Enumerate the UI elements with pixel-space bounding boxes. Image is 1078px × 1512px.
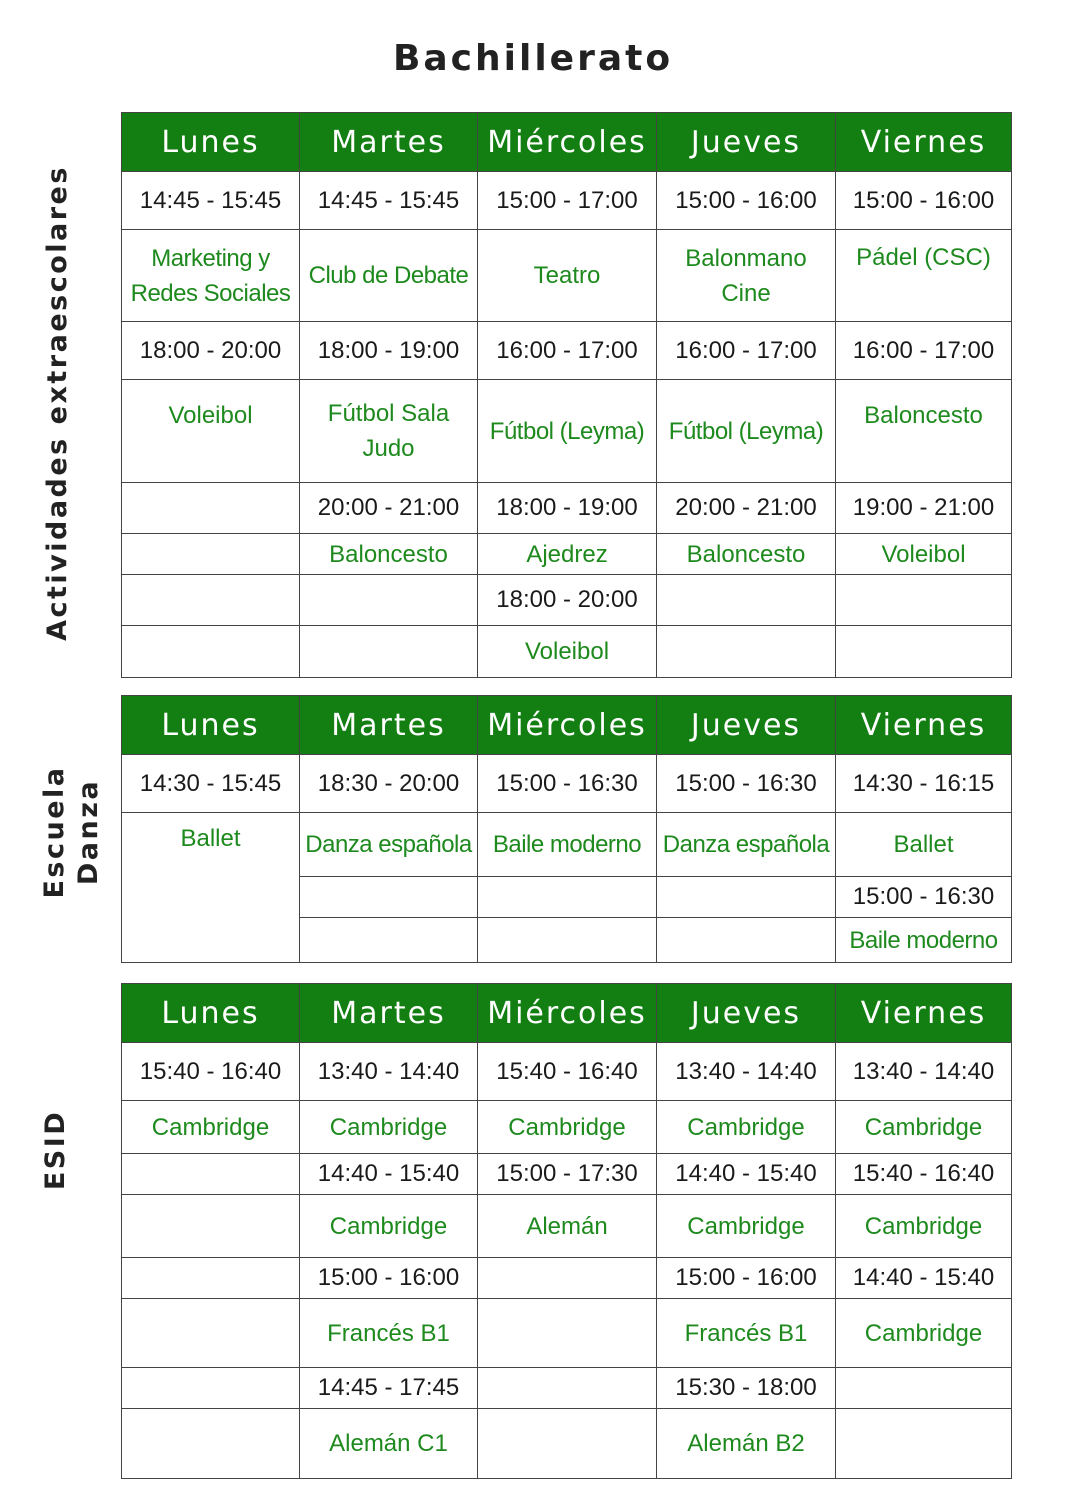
time-cell bbox=[478, 1258, 657, 1299]
time-cell: 15:40 - 16:40 bbox=[478, 1043, 657, 1101]
day-header-martes: Martes bbox=[300, 696, 478, 755]
activity-cell bbox=[300, 918, 478, 963]
activity-cell: Cambridge bbox=[836, 1299, 1012, 1368]
day-header-jueves: Jueves bbox=[657, 984, 836, 1043]
activity-cell bbox=[300, 626, 478, 678]
day-header-lunes: Lunes bbox=[122, 696, 300, 755]
table-row bbox=[122, 1195, 1012, 1258]
time-cell: 14:45 - 15:45 bbox=[300, 172, 478, 230]
activity-cell bbox=[836, 1409, 1012, 1479]
activity-cell bbox=[657, 918, 836, 963]
time-cell: 14:30 - 16:15 bbox=[836, 755, 1012, 813]
time-cell: 15:40 - 16:40 bbox=[836, 1154, 1012, 1195]
time-cell: 14:40 - 15:40 bbox=[657, 1154, 836, 1195]
day-header-martes: Martes bbox=[300, 984, 478, 1043]
table-row bbox=[122, 626, 1012, 678]
time-cell bbox=[478, 877, 657, 918]
activity-cell: Cambridge bbox=[836, 1195, 1012, 1258]
activity-cell: Danza española bbox=[657, 813, 836, 877]
activity-cell: Cambridge bbox=[300, 1195, 478, 1258]
table-row bbox=[122, 1154, 1012, 1195]
time-cell: 19:00 - 21:00 bbox=[836, 483, 1012, 534]
activity-cell: Cambridge bbox=[122, 1101, 300, 1154]
time-cell: 13:40 - 14:40 bbox=[836, 1043, 1012, 1101]
time-cell bbox=[122, 1368, 300, 1409]
table-header-row bbox=[122, 984, 1012, 1043]
section-label-escuela-danza: Escuela Danza bbox=[39, 765, 104, 899]
time-cell: 16:00 - 17:00 bbox=[657, 322, 836, 380]
time-cell bbox=[478, 1368, 657, 1409]
time-cell: 15:00 - 16:00 bbox=[657, 172, 836, 230]
table-row bbox=[122, 755, 1012, 813]
table-row bbox=[122, 483, 1012, 534]
esid-table bbox=[121, 983, 1012, 1479]
activity-cell: Francés B1 bbox=[300, 1299, 478, 1368]
table-row bbox=[122, 1299, 1012, 1368]
time-cell: 15:00 - 17:30 bbox=[478, 1154, 657, 1195]
activity-cell: Voleibol bbox=[478, 626, 657, 678]
activity-cell: Baloncesto bbox=[657, 534, 836, 575]
table-header-row bbox=[122, 113, 1012, 172]
time-cell bbox=[657, 575, 836, 626]
activity-cell: Voleibol bbox=[122, 380, 300, 483]
time-cell: 14:40 - 15:40 bbox=[300, 1154, 478, 1195]
activity-cell: Cambridge bbox=[836, 1101, 1012, 1154]
section-label-esid: ESID bbox=[40, 1109, 71, 1191]
day-header-viernes: Viernes bbox=[836, 113, 1012, 172]
time-cell: 18:00 - 20:00 bbox=[478, 575, 657, 626]
day-header-jueves: Jueves bbox=[657, 113, 836, 172]
table-row bbox=[122, 1043, 1012, 1101]
activity-cell: Baile moderno bbox=[836, 918, 1012, 963]
activity-cell: Marketing y Redes Sociales bbox=[122, 230, 300, 322]
time-cell: 13:40 - 14:40 bbox=[300, 1043, 478, 1101]
table-row bbox=[122, 1409, 1012, 1479]
time-cell: 15:00 - 16:30 bbox=[836, 877, 1012, 918]
time-cell: 18:00 - 19:00 bbox=[300, 322, 478, 380]
time-cell: 15:00 - 17:00 bbox=[478, 172, 657, 230]
time-cell: 16:00 - 17:00 bbox=[478, 322, 657, 380]
activity-cell bbox=[122, 1299, 300, 1368]
time-cell: 15:30 - 18:00 bbox=[657, 1368, 836, 1409]
day-header-viernes: Viernes bbox=[836, 984, 1012, 1043]
activity-cell: Teatro bbox=[478, 230, 657, 322]
activity-cell: Baile moderno bbox=[478, 813, 657, 877]
activity-cell: Cambridge bbox=[478, 1101, 657, 1154]
activity-cell: Alemán C1 bbox=[300, 1409, 478, 1479]
time-cell bbox=[836, 1368, 1012, 1409]
table-row bbox=[122, 1101, 1012, 1154]
activity-cell: Ballet bbox=[836, 813, 1012, 877]
activity-cell bbox=[122, 534, 300, 575]
table-row bbox=[122, 575, 1012, 626]
time-cell: 16:00 - 17:00 bbox=[836, 322, 1012, 380]
time-cell bbox=[122, 1154, 300, 1195]
table-row bbox=[122, 534, 1012, 575]
activity-cell: Fútbol (Leyma) bbox=[478, 380, 657, 483]
day-header-miercoles: Miércoles bbox=[478, 113, 657, 172]
extraescolares-table bbox=[121, 112, 1012, 678]
activity-cell bbox=[122, 1409, 300, 1479]
activity-cell: Voleibol bbox=[836, 534, 1012, 575]
activity-cell: Baloncesto bbox=[836, 380, 1012, 483]
activity-cell bbox=[122, 626, 300, 678]
activity-cell: Ballet bbox=[122, 813, 300, 963]
activity-cell: Cambridge bbox=[300, 1101, 478, 1154]
time-cell: 20:00 - 21:00 bbox=[300, 483, 478, 534]
time-cell: 13:40 - 14:40 bbox=[657, 1043, 836, 1101]
table-row bbox=[122, 813, 1012, 877]
activity-cell: Cambridge bbox=[657, 1101, 836, 1154]
activity-cell: Alemán bbox=[478, 1195, 657, 1258]
activity-cell: Pádel (CSC) bbox=[836, 230, 1012, 322]
activity-cell: Cambridge bbox=[657, 1195, 836, 1258]
time-cell bbox=[122, 575, 300, 626]
day-header-jueves: Jueves bbox=[657, 696, 836, 755]
time-cell: 15:40 - 16:40 bbox=[122, 1043, 300, 1101]
table-row bbox=[122, 322, 1012, 380]
time-cell: 18:00 - 20:00 bbox=[122, 322, 300, 380]
activity-cell bbox=[478, 1299, 657, 1368]
activity-cell: Balonmano Cine bbox=[657, 230, 836, 322]
day-header-lunes: Lunes bbox=[122, 113, 300, 172]
time-cell: 14:45 - 15:45 bbox=[122, 172, 300, 230]
day-header-lunes: Lunes bbox=[122, 984, 300, 1043]
activity-cell: Club de Debate bbox=[300, 230, 478, 322]
time-cell: 14:40 - 15:40 bbox=[836, 1258, 1012, 1299]
time-cell: 15:00 - 16:00 bbox=[657, 1258, 836, 1299]
time-cell: 15:00 - 16:00 bbox=[300, 1258, 478, 1299]
section-label-extraescolares: Actividades extraescolares bbox=[42, 165, 73, 641]
time-cell: 15:00 - 16:30 bbox=[657, 755, 836, 813]
activity-cell bbox=[478, 918, 657, 963]
time-cell: 15:00 - 16:00 bbox=[836, 172, 1012, 230]
table-row bbox=[122, 1258, 1012, 1299]
time-cell bbox=[300, 575, 478, 626]
page-title: Bachillerato bbox=[392, 38, 674, 79]
time-cell: 14:45 - 17:45 bbox=[300, 1368, 478, 1409]
time-cell bbox=[300, 877, 478, 918]
time-cell bbox=[836, 575, 1012, 626]
table-row bbox=[122, 380, 1012, 483]
time-cell: 18:00 - 19:00 bbox=[478, 483, 657, 534]
day-header-viernes: Viernes bbox=[836, 696, 1012, 755]
activity-cell bbox=[836, 626, 1012, 678]
activity-cell: Francés B1 bbox=[657, 1299, 836, 1368]
day-header-miercoles: Miércoles bbox=[478, 984, 657, 1043]
activity-cell: Alemán B2 bbox=[657, 1409, 836, 1479]
activity-cell bbox=[657, 626, 836, 678]
activity-cell: Danza española bbox=[300, 813, 478, 877]
activity-cell: Baloncesto bbox=[300, 534, 478, 575]
activity-cell: Fútbol (Leyma) bbox=[657, 380, 836, 483]
time-cell bbox=[657, 877, 836, 918]
day-header-miercoles: Miércoles bbox=[478, 696, 657, 755]
time-cell: 18:30 - 20:00 bbox=[300, 755, 478, 813]
activity-cell bbox=[478, 1409, 657, 1479]
activity-cell: Fútbol Sala Judo bbox=[300, 380, 478, 483]
time-cell: 15:00 - 16:30 bbox=[478, 755, 657, 813]
table-header-row bbox=[122, 696, 1012, 755]
time-cell: 20:00 - 21:00 bbox=[657, 483, 836, 534]
table-row bbox=[122, 230, 1012, 322]
day-header-martes: Martes bbox=[300, 113, 478, 172]
table-row bbox=[122, 1368, 1012, 1409]
time-cell: 14:30 - 15:45 bbox=[122, 755, 300, 813]
table-row bbox=[122, 172, 1012, 230]
time-cell bbox=[122, 483, 300, 534]
escuela-danza-table bbox=[121, 695, 1012, 963]
activity-cell bbox=[122, 1195, 300, 1258]
time-cell bbox=[122, 1258, 300, 1299]
activity-cell: Ajedrez bbox=[478, 534, 657, 575]
